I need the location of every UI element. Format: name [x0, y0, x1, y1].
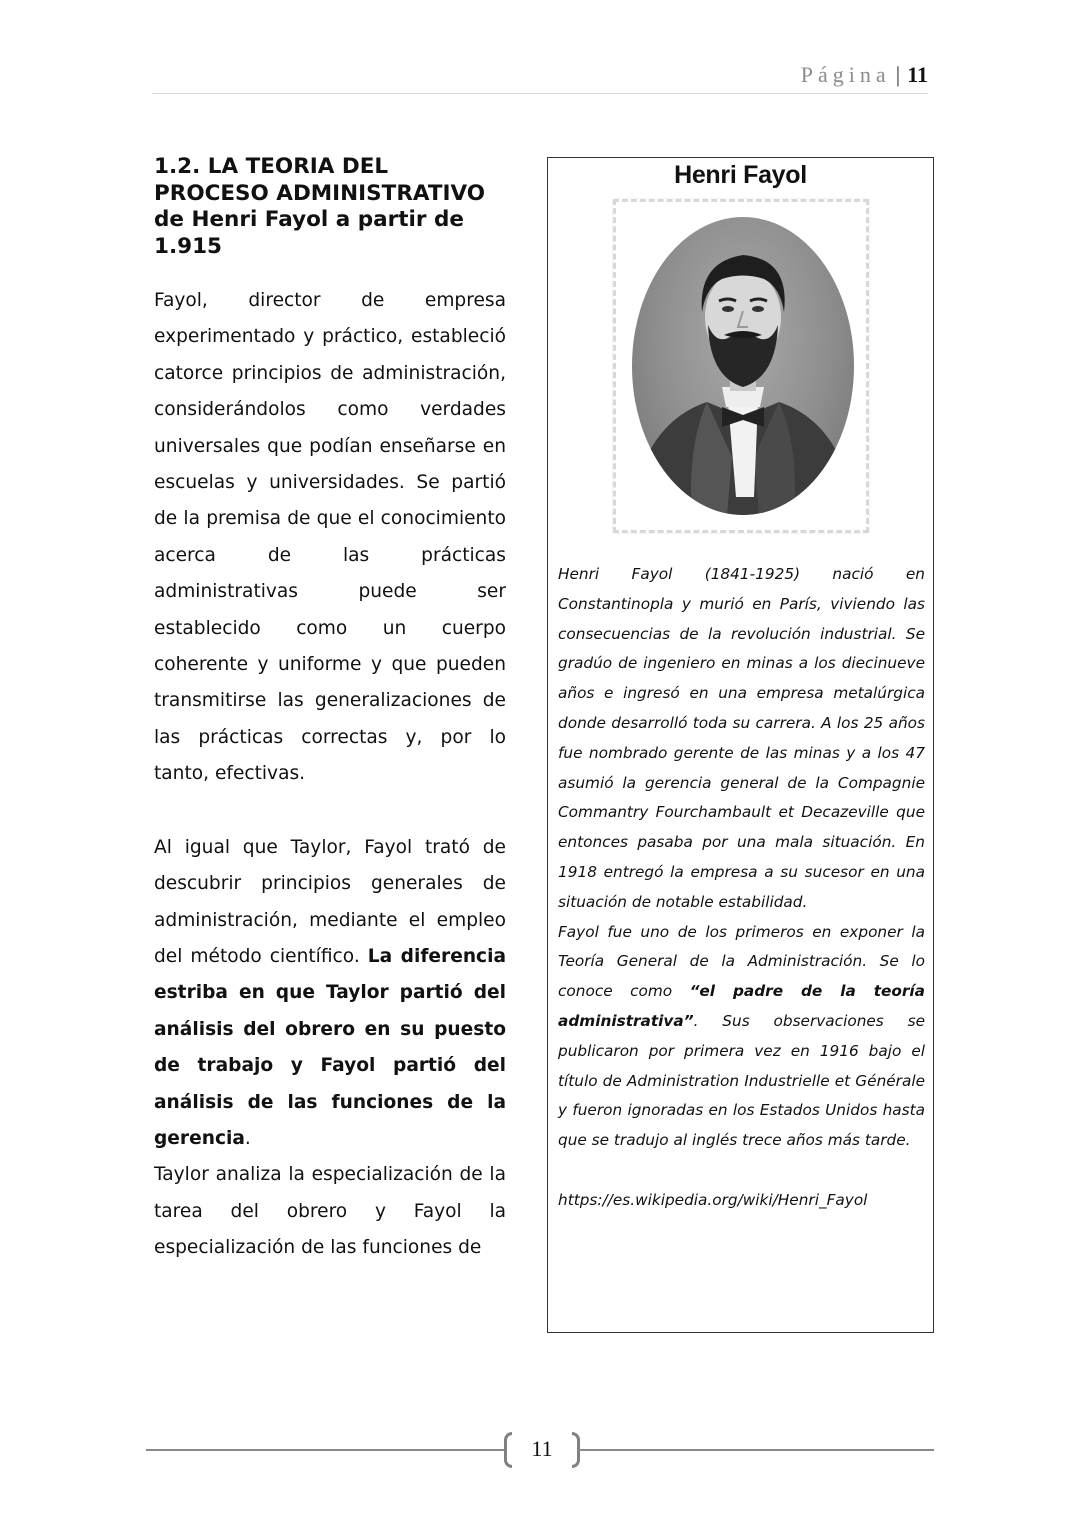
bio-paragraph-life: Henri Fayol (1841-1925) nació en Constantinopla y murió en París, viviendo las consecuencias de la revolución industrial. Se gradúo de ingeniero en minas a los diecinueve años e ingresó en una empresa metalúrgica donde desarrolló toda su carrera. A los 25 años fue nombrado gerente de las minas y a los 47 asumió la gerencia general de la Compagnie Commantry Fourchambault et Decazeville que entonces pasaba por una mala situación. En 1918 entregó la empresa a su sucesor en una situación de notable estabilidad.	[558, 565, 925, 911]
page-footer	[146, 1430, 934, 1474]
paragraph-taylor-comparison	[154, 830, 506, 1158]
footer-rule-right	[578, 1449, 934, 1451]
bio-paragraph-theory	[558, 918, 925, 1156]
biography-text	[558, 560, 925, 1216]
portrait-illustration-icon	[632, 217, 854, 515]
bio-bold-quote: “el padre de la teoría administrativa”	[558, 982, 925, 1030]
biography-title: Henri Fayol	[674, 161, 807, 189]
paragraph-end: .	[244, 1127, 251, 1149]
source-link[interactable]: https://es.wikipedia.org/wiki/Henri_Fayol	[558, 1190, 868, 1209]
paragraph-principles: Fayol, director de empresa experimentado y práctico, estableció catorce principios de administración, considerándolos como verdades universales que podían enseñarse en escuelas y universidades. Se partió de la premisa de que el conocimiento acerca de las prácticas administrativas puede ser establecido como un cuerpo coherente y uniforme y que pueden transmitirse las generalizaciones de las prácticas correctas y, por lo tanto, efectivas.	[154, 290, 506, 785]
header-separator: |	[895, 62, 901, 87]
paragraph-bold-difference: La diferencia estriba en que Taylor partió del análisis del obrero en su puesto de trabajo y Fayol partió del análisis de las funciones de la gerencia	[154, 945, 507, 1149]
page-label: Página	[800, 62, 891, 87]
section-title-line: de Henri Fayol a partir de	[154, 207, 464, 232]
header-page-number: 11	[907, 62, 928, 87]
footer-rule-left	[146, 1449, 506, 1451]
footer-page-number: 11	[531, 1436, 553, 1461]
page-header	[152, 62, 928, 94]
section-title-line: PROCESO ADMINISTRATIVO	[154, 180, 486, 206]
bio-rest: . Sus observaciones se publicaron por primera vez en 1916 bajo el título de Administration Industrielle et Générale y fueron ignoradas en los Estados Unidos hasta que se tradujo al inglés trece años más tarde.	[558, 1011, 925, 1150]
section-title	[154, 154, 506, 260]
main-text-column	[154, 154, 506, 1267]
paragraph-specialization: Taylor analiza la especialización de la tarea del obrero y Fayol la especialización de las funciones de	[154, 1164, 506, 1259]
paragraph-intro: Al igual que Taylor, Fayol trató de descubrir principios generales de administración, mediante el empleo del método científico.	[154, 836, 506, 967]
biography-box	[547, 157, 934, 1333]
portrait-stamp-frame	[613, 199, 869, 533]
bio-intro: Fayol fue uno de los primeros en exponer la Teoría General de la Administración. Se lo conoce como	[558, 922, 925, 1001]
section-title-line: 1.2. LA TEORIA DEL	[154, 154, 389, 179]
portrait-image	[632, 217, 854, 515]
section-title-line: 1.915	[154, 233, 223, 259]
bracket-open-icon	[504, 1432, 512, 1468]
